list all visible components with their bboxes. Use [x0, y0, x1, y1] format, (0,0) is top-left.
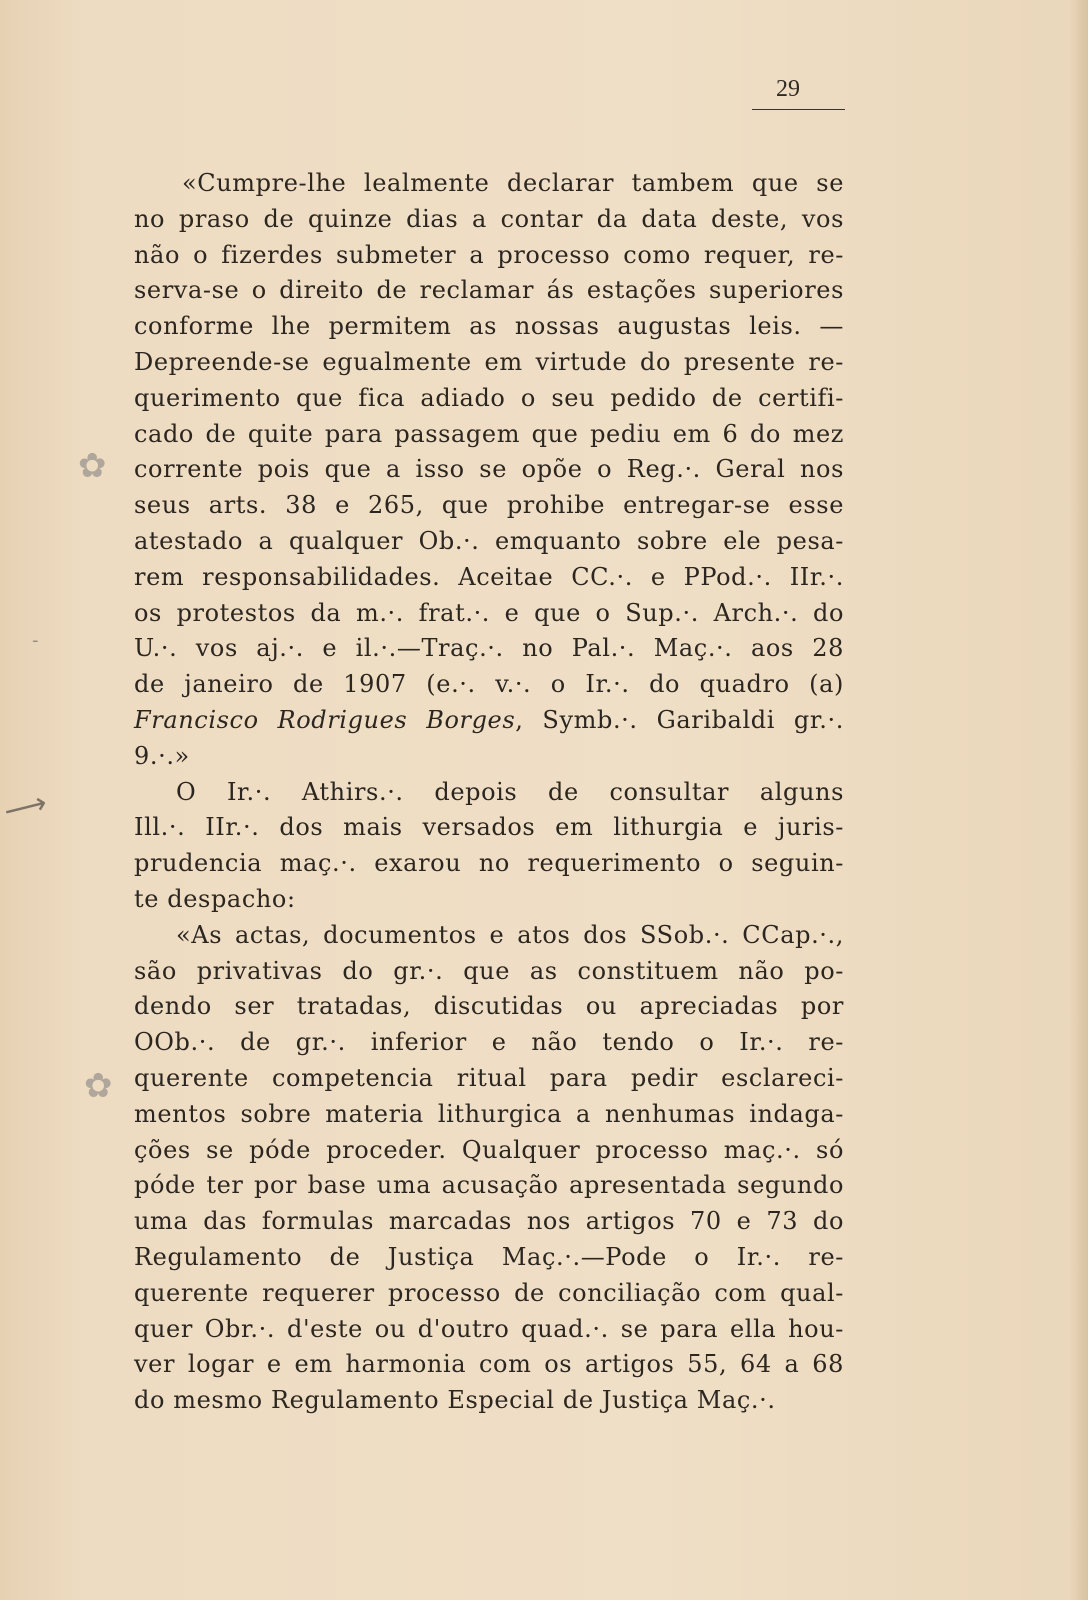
- text-line: cado de quite para passagem que pediu em 6 do mez: [134, 419, 844, 448]
- page-number: 29: [776, 76, 800, 102]
- body-text: [134, 166, 844, 1419]
- text-line: quer Obr.·. d'este ou d'outro quad.·. se para ella hou-: [134, 1314, 844, 1343]
- stamp-mark-icon: ✿: [78, 446, 107, 486]
- text-line: Ill.·. IIr.·. dos mais versados em lithurgia e juris-: [134, 813, 844, 842]
- closing-line: 9.·.»: [134, 741, 190, 770]
- text-line: querimento que fica adiado o seu pedido de certifi-: [134, 383, 844, 412]
- text-line: Regulamento de Justiça Maç.·.—Pode o Ir.·. re-: [134, 1242, 844, 1271]
- pencil-mark-icon: -: [32, 630, 39, 651]
- text-line: ções se póde proceder. Qualquer processo maç.·. só: [134, 1135, 844, 1164]
- text-line: te despacho:: [134, 884, 296, 913]
- text-line: U.·. vos aj.·. e il.·.—Traç.·. no Pal.·. Maç.·. aos 28: [134, 634, 844, 663]
- pencil-mark-icon: ⟶: [0, 785, 51, 830]
- text-line: mentos sobre materia lithurgica a nenhumas indaga-: [134, 1099, 844, 1128]
- text-line: prudencia maç.·. exarou no requerimento o seguin-: [134, 849, 844, 878]
- text-line: rem responsabilidades. Aceitae CC.·. e PPod.·. IIr.·.: [134, 562, 844, 591]
- text-line: querente competencia ritual para pedir esclareci-: [134, 1063, 844, 1092]
- text-line: no praso de quinze dias a contar da data deste, vos: [134, 204, 844, 233]
- text-line: querente requerer processo de conciliação com qual-: [134, 1278, 844, 1307]
- page-edge: [1070, 0, 1088, 1600]
- signature-line: [134, 703, 844, 739]
- text-line: do mesmo Regulamento Especial de Justiça Maç.·.: [134, 1386, 776, 1415]
- text-line: de janeiro de 1907 (e.·. v.·. o Ir.·. do quadro (a): [134, 670, 844, 699]
- text-line: O Ir.·. Athirs.·. depois de consultar alguns: [176, 777, 844, 806]
- text-line: «As actas, documentos e atos dos SSob.·. CCap.·.,: [176, 920, 844, 949]
- text-line: atestado a qualquer Ob.·. emquanto sobre ele pesa-: [134, 526, 844, 555]
- text-line: corrente pois que a isso se opõe o Reg.·. Geral nos: [134, 455, 844, 484]
- signatory-name: Francisco Rodrigues Borges: [134, 705, 516, 734]
- text-line: serva-se o direito de reclamar ás estações superiores: [134, 276, 844, 305]
- text-line: são privativas do gr.·. que as constituem não po-: [134, 956, 844, 985]
- text-line: conforme lhe permitem as nossas augustas leis. —: [134, 312, 844, 341]
- text-line: seus arts. 38 e 265, que prohibe entregar-se esse: [134, 491, 844, 520]
- text-line: não o fizerdes submeter a processo como requer, re-: [134, 240, 844, 269]
- signature-rest: , Symb.·. Garibaldi gr.·.: [515, 705, 844, 734]
- page-number-rule: [752, 109, 845, 110]
- text-line: ver logar e em harmonia com os artigos 55, 64 a 68: [134, 1350, 844, 1379]
- text-line: uma das formulas marcadas nos artigos 70 e 73 do: [134, 1207, 844, 1236]
- text-line: «Cumpre-lhe lealmente declarar tambem que se: [182, 169, 844, 197]
- text-line: Depreende-se egualmente em virtude do presente re-: [134, 347, 844, 376]
- text-line: os protestos da m.·. frat.·. e que o Sup.·. Arch.·. do: [134, 598, 844, 627]
- text-line: póde ter por base uma acusação apresentada segundo: [134, 1171, 844, 1200]
- text-line: dendo ser tratadas, discutidas ou apreciadas por: [134, 992, 844, 1021]
- text-line: OOb.·. de gr.·. inferior e não tendo o Ir.·. re-: [134, 1028, 844, 1057]
- stamp-mark-icon: ✿: [84, 1066, 113, 1106]
